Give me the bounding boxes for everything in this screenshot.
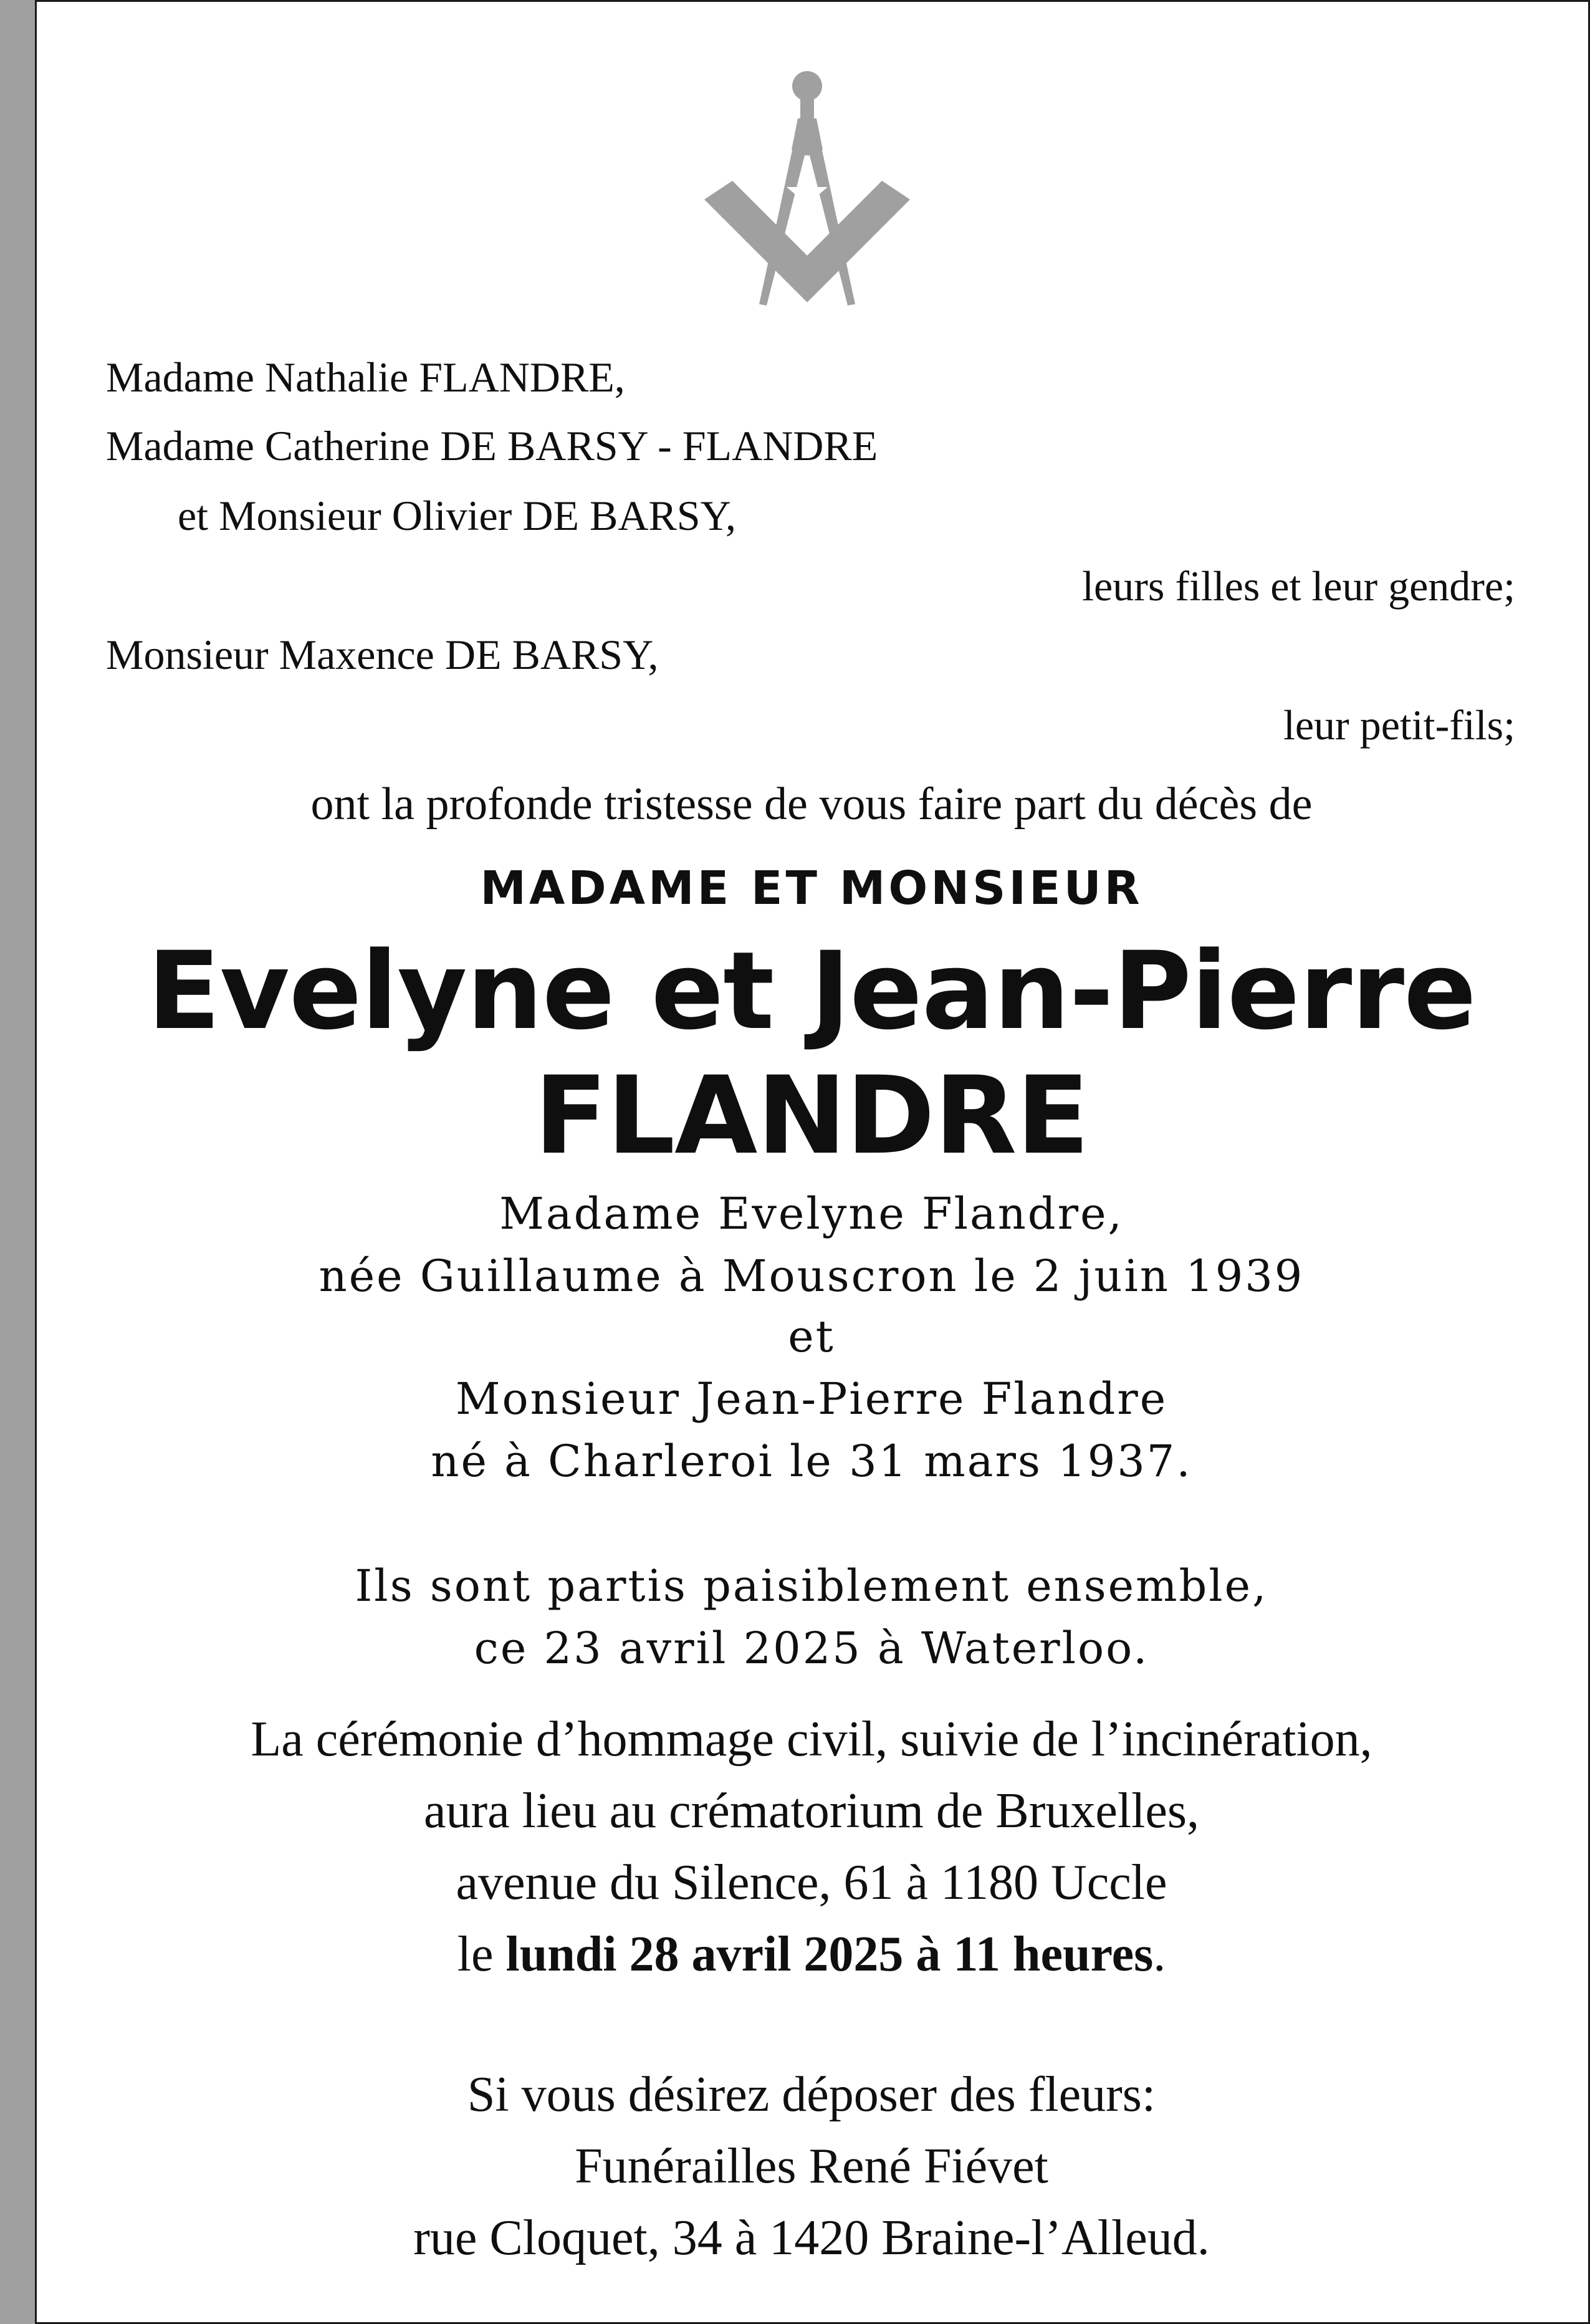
detail-line-3: et bbox=[788, 1311, 835, 1362]
ceremony-date-suffix: . bbox=[1153, 1927, 1166, 1982]
family-relation-2: leur petit-fils; bbox=[1283, 701, 1515, 749]
left-margin-bar bbox=[0, 0, 35, 2324]
square-and-compasses-icon bbox=[704, 69, 910, 305]
detail-line-5: né à Charleroi le 31 mars 1937. bbox=[431, 1436, 1192, 1487]
detail-line-6: Ils sont partis paisiblement ensemble, bbox=[355, 1560, 1268, 1611]
family-relation-1: leurs filles et leur gendre; bbox=[1082, 562, 1515, 610]
flowers-line-2: Funérailles René Fiévet bbox=[575, 2139, 1048, 2194]
family-line-1: Madame Nathalie FLANDRE, bbox=[106, 353, 625, 401]
deceased-surname: FLANDRE bbox=[534, 1053, 1089, 1178]
deceased-names: Evelyne et Jean-Pierre bbox=[147, 928, 1476, 1054]
flowers-line-1: Si vous désirez déposer des fleurs: bbox=[467, 2067, 1156, 2122]
detail-line-4: Monsieur Jean-Pierre Flandre bbox=[455, 1373, 1168, 1424]
ceremony-line-2: aura lieu au crématorium de Bruxelles, bbox=[424, 1784, 1199, 1838]
detail-line-2: née Guillaume à Mouscron le 2 juin 1939 bbox=[318, 1251, 1305, 1302]
ceremony-line-4 bbox=[35, 1917, 1588, 1992]
ceremony-date: lundi 28 avril 2025 à 11 heures bbox=[505, 1927, 1154, 1982]
detail-line-7: ce 23 avril 2025 à Waterloo. bbox=[474, 1623, 1149, 1674]
ceremony-line-3: avenue du Silence, 61 à 1180 Uccle bbox=[456, 1855, 1167, 1910]
flowers-line-3: rue Cloquet, 34 à 1420 Braine-l’Alleud. bbox=[413, 2211, 1210, 2265]
ceremony-date-prefix: le bbox=[457, 1927, 494, 1982]
family-line-3: et Monsieur Olivier DE BARSY, bbox=[178, 492, 736, 539]
detail-line-1: Madame Evelyne Flandre, bbox=[499, 1188, 1124, 1239]
family-line-4: Monsieur Maxence DE BARSY, bbox=[106, 631, 659, 678]
announcement: ont la profonde tristesse de vous faire part du décès de bbox=[310, 779, 1313, 830]
ceremony-line-1: La cérémonie d’hommage civil, suivie de l’incinération, bbox=[251, 1712, 1372, 1767]
deceased-honorific: MADAME ET MONSIEUR bbox=[480, 862, 1143, 915]
family-line-2: Madame Catherine DE BARSY - FLANDRE bbox=[106, 422, 878, 469]
